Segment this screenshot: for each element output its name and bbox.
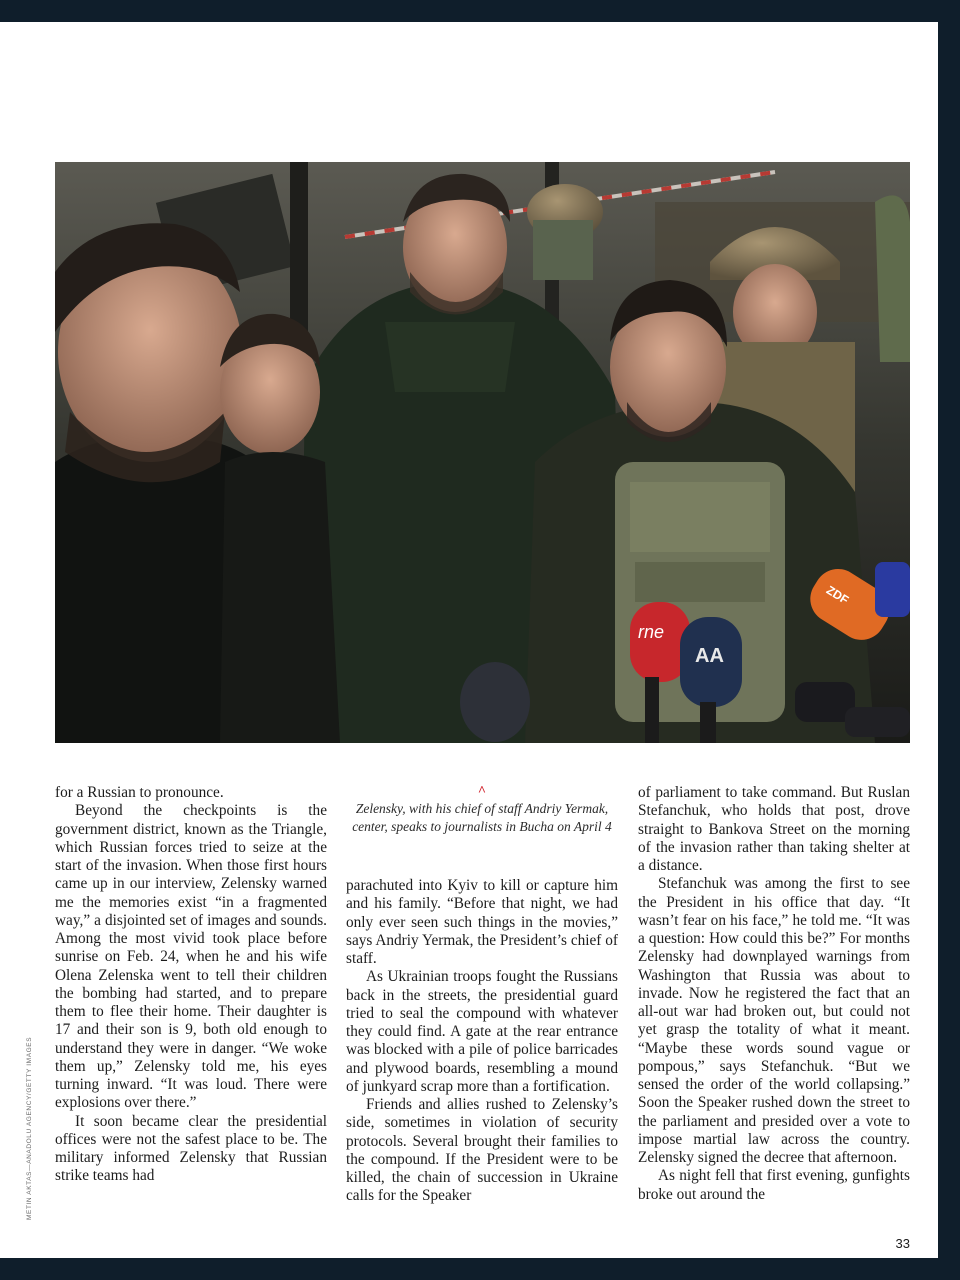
svg-text:AA: AA (695, 645, 724, 667)
photo-credit: METIN AKTAS—ANADOLU AGENCY/GETTY IMAGES (26, 1036, 33, 1220)
paragraph: of parliament to take command. But Ruslan Stefanchuk, who holds that post, drove straight to Bankova Street on the morning of the invasion rather than taking shelter at a distance. (638, 784, 910, 874)
svg-text:ZDF: ZDF (823, 582, 852, 608)
page-number: 33 (895, 1236, 910, 1251)
article-column-3 (638, 784, 910, 1204)
paragraph: Friends and allies rushed to Zelensky’s side, sometimes in violation of security protocols. Several brought their families to the compound. If the President were to be killed, the chain of succession in Ukraine calls for the Speaker (346, 1096, 618, 1205)
paragraph: for a Russian to pronounce. (55, 784, 224, 801)
svg-text:rne: rne (638, 622, 665, 642)
paragraph: As night fell that first evening, gunfights broke out around the (638, 1167, 910, 1203)
paragraph: Beyond the checkpoints is the government district, known as the Triangle, which Russian forces tried to seize at the start of the invasion. When those first hours came up in our interview, Zelensky warned me the memories exist “in a fragmented way,” a disjointed set of images and sounds. Among the most vivid took place before sunrise on Feb. 24, when he and his wife Olena Zelenska went to tell their children the bombing had started, and to prepare them to flee their home. Their daughter is 17 and their son is 9, both old enough to understand they were in danger. “We woke them up,” Zelensky told me, his eyes turning inward. “It was loud. There were explosions over there.” (55, 802, 327, 1112)
article-column-1 (55, 784, 327, 1186)
paragraph: It soon became clear the presidential offices were not the safest place to be. The military informed Zelensky that Russian strike teams had (55, 1112, 327, 1185)
news-photo-icon (55, 162, 910, 743)
news-photo (55, 162, 910, 743)
paragraph: Stefanchuk was among the first to see the President in his office that day. “It wasn’t fear on his face,” he told me. “It was a question: How could this be?” For months Zelensky had downplayed warnings from Washington that Russia was about to invade. Now he registered the fact that an all-out war had broken out, but could not yet grasp the totality of what it meant. “Maybe these words sound vague or pompous,” says Stefanchuk. “But we sensed the order of the world collapsing.” Soon the Speaker rushed down the street to the parliament and presided over a vote to impose martial law across the country. Zelensky signed the decree that afternoon. (638, 875, 910, 1166)
photo-caption (346, 786, 618, 835)
caption-text: Zelensky, with his chief of staff Andriy Yermak, center, speaks to journalists in Bucha on April 4 (352, 801, 612, 834)
paragraph: As Ukrainian troops fought the Russians back in the streets, the presidential guard tried to seal the compound with whatever they could find. A gate at the rear entrance was blocked with a pile of police barricades and plywood boards, resembling a mound of junkyard scrap more than a fortification. (346, 968, 618, 1095)
magazine-page (0, 22, 938, 1258)
caret-up-icon: ^ (477, 784, 487, 799)
article-column-2 (346, 877, 618, 1206)
paragraph: parachuted into Kyiv to kill or capture him and his family. “Before that night, we had only ever seen such things in the movies,” says Andriy Yermak, the President’s chief of staff. (346, 877, 618, 967)
